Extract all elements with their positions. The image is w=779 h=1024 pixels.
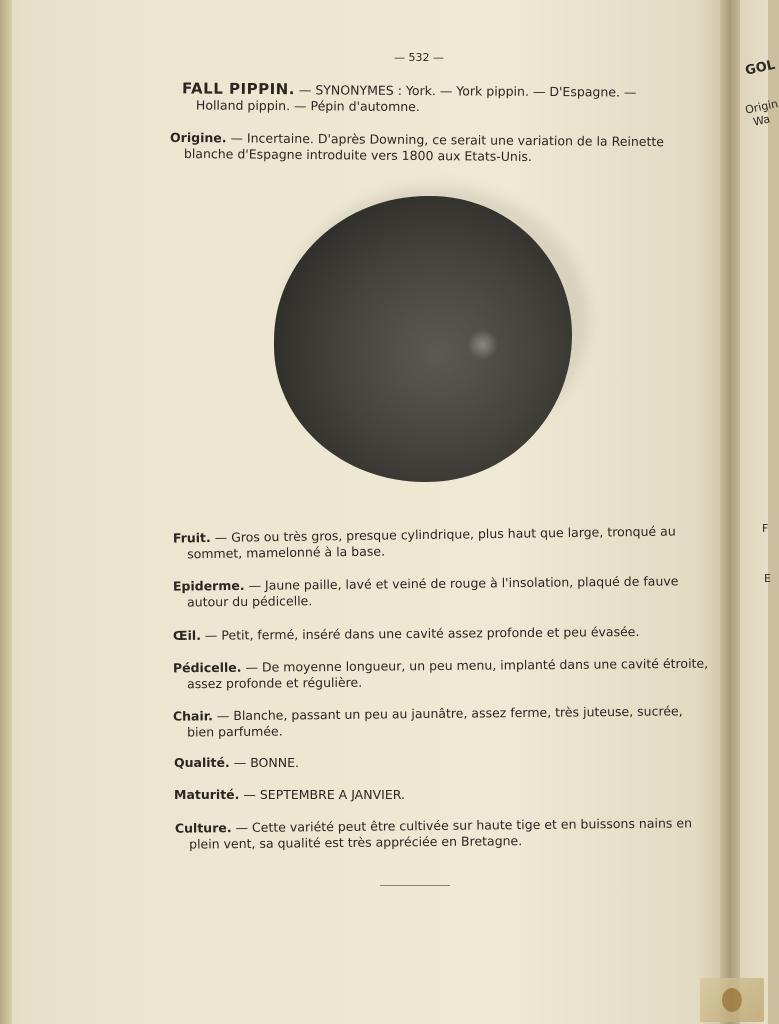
end-rule [380, 885, 450, 886]
oeil-line1: — Petit, fermé, inséré dans une cavité assez profonde et peu évasée. [204, 623, 640, 643]
origine-line1: — Incertaine. D'après Downing, ce serait une variation de la Reinette [230, 130, 665, 150]
chair-paragraph [173, 703, 683, 740]
qualite-line1: — BONNE. [233, 755, 299, 770]
epiderme-line1: — Jaune paille, lavé et veiné de rouge à l'insolation, plaqué de fauve [248, 573, 679, 593]
synonyms-line1: — SYNONYMES : York. — York pippin. — D'Espagne. — [298, 82, 637, 100]
origine-label: Origine. [170, 129, 227, 146]
chair-line2: bien parfumée. [187, 723, 283, 740]
maturite-label: Maturité. [174, 787, 240, 802]
fruit-paragraph [173, 523, 676, 562]
culture-line1: — Cette variété peut être cultivée sur haute tige et en buissons nains en [235, 815, 693, 836]
watermark-figure [722, 988, 742, 1012]
epiderme-line2: autour du pédicelle. [187, 593, 313, 610]
origine-line2: blanche d'Espagne introduite vers 1800 aux Etats-Unis. [183, 145, 532, 165]
culture-paragraph [175, 815, 692, 852]
chair-label: Chair. [172, 708, 213, 724]
book-page [12, 0, 726, 1024]
oeil-paragraph [173, 624, 640, 644]
culture-label: Culture. [174, 820, 232, 836]
book-gutter [720, 0, 742, 1024]
pedicelle-label: Pédicelle. [172, 659, 242, 676]
epiderme-paragraph [173, 573, 679, 610]
facing-page-text: F [762, 522, 769, 535]
origine-paragraph [170, 130, 664, 166]
synonyms-line2: Holland pippin. — Pépin d'automne. [195, 97, 420, 115]
maturite-paragraph [174, 787, 405, 803]
facing-page-text: Origin [744, 97, 779, 117]
facing-page-title: GOL [744, 57, 777, 79]
fruit-line2: sommet, mamelonné à la base. [187, 543, 386, 562]
apple-illustration [274, 196, 572, 482]
page-number: — 532 — [394, 51, 444, 64]
chair-line1: — Blanche, passant un peu au jaunâtre, assez ferme, très juteuse, sucrée, [216, 703, 683, 724]
pedicelle-paragraph [173, 656, 708, 693]
maturite-line1: — SEPTEMBRE A JANVIER. [243, 787, 405, 802]
qualite-label: Qualité. [174, 755, 230, 770]
variety-name: FALL PIPPIN. [182, 79, 295, 99]
qualite-paragraph [174, 755, 299, 771]
pedicelle-line1: — De moyenne longueur, un peu menu, implanté dans une cavité étroite, [245, 655, 709, 675]
fruit-line1: — Gros ou très gros, presque cylindrique, plus haut que large, tronqué au [214, 523, 676, 545]
entry-title [182, 80, 637, 116]
epiderme-label: Epiderme. [172, 577, 245, 594]
pedicelle-line2: assez profonde et régulière. [187, 674, 363, 692]
facing-page-text: E [764, 572, 771, 585]
culture-line2: plein vent, sa qualité est très appréciée en Bretagne. [189, 833, 523, 852]
facing-page-edge [740, 0, 779, 1024]
oeil-label: Œil. [172, 627, 201, 644]
fruit-label: Fruit. [172, 529, 211, 546]
watermark-thumbnail [700, 978, 764, 1022]
facing-page-text: Wa [752, 112, 772, 129]
